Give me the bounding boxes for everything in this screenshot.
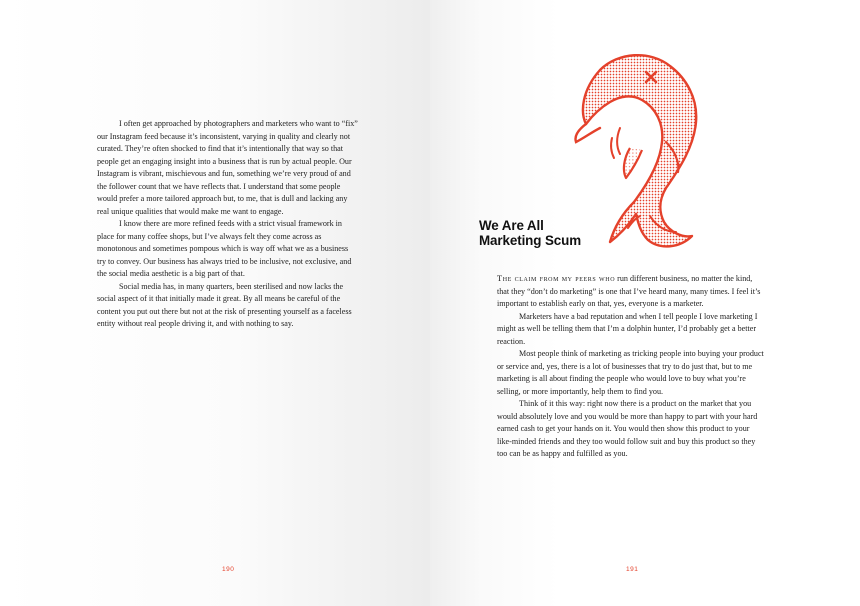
body-paragraph: I know there are more refined feeds with a strict visual framework in place for many coffee shops, but I’ve always felt they come across as monotonous and sometimes pompous which is way off what we as a business try to convey. Our business has always tried to be inclusive, not exclusive, and the social media aesthetic is a big part of that. <box>97 219 352 278</box>
opening-paragraph <box>497 273 765 311</box>
right-body-text <box>497 273 765 461</box>
opening-paragraph-text: run different business, no matter the kind, that they “don’t do marketing” is one that I’ve heard many, many times. I feel it’s important to establish early on that, yes, everyone is a marketer. <box>497 274 761 308</box>
body-paragraph: Think of it this way: right now there is a product on the market that you would absolutely love and you would be more than happy to part with your hard earned cash to get your hands on it. You would then show this product to your like-minded friends and they too would follow suit and buy this product so they too can be as happy and fulfilled as you. <box>497 399 758 458</box>
right-page <box>430 0 860 606</box>
body-paragraph: I often get approached by photographers and marketers who want to “fix” our Instagram feed because it’s inconsistent, varying in quality and clearly not curated. They’re often shocked to find that it’s intentionally that way so that people get an engaging insight into a business that is run by actual people. Our Instagram is vibrant, mischievous and fun, something we’re very proud of and the follower count that we have reflects that. I understand that some people would prefer a more tailored approach but, to me, that is dull and lacking any real unique qualities that would make me want to engage. <box>97 119 358 216</box>
page-number: 191 <box>626 566 639 573</box>
body-paragraph: Most people think of marketing as tricking people into buying your product or service and, yes, there is a lot of businesses that try to do just that, but to me marketing is all about finding the people who would love to buy what you’re selling, or more importantly, help them to find you. <box>497 349 764 396</box>
body-paragraph: Social media has, in many quarters, been sterilised and now lacks the social aspect of it that initially made it great. By all means be careful of the content you put out there but not at the risk of presenting yourself as a faceless entity without real people driving it, and with nothing to say. <box>97 281 352 328</box>
chapter-title-line: We Are All <box>479 218 544 233</box>
body-paragraph: Marketers have a bad reputation and when I tell people I love marketing I might as well be telling them that I’m a dolphin hunter, I’d probably get a better reaction. <box>497 311 758 346</box>
page-number: 190 <box>222 566 235 573</box>
left-body-text <box>97 118 359 331</box>
chapter-title <box>479 219 639 248</box>
chapter-title-line: Marketing Scum <box>479 232 582 248</box>
lead-in: The claim from my peers who <box>497 274 616 283</box>
